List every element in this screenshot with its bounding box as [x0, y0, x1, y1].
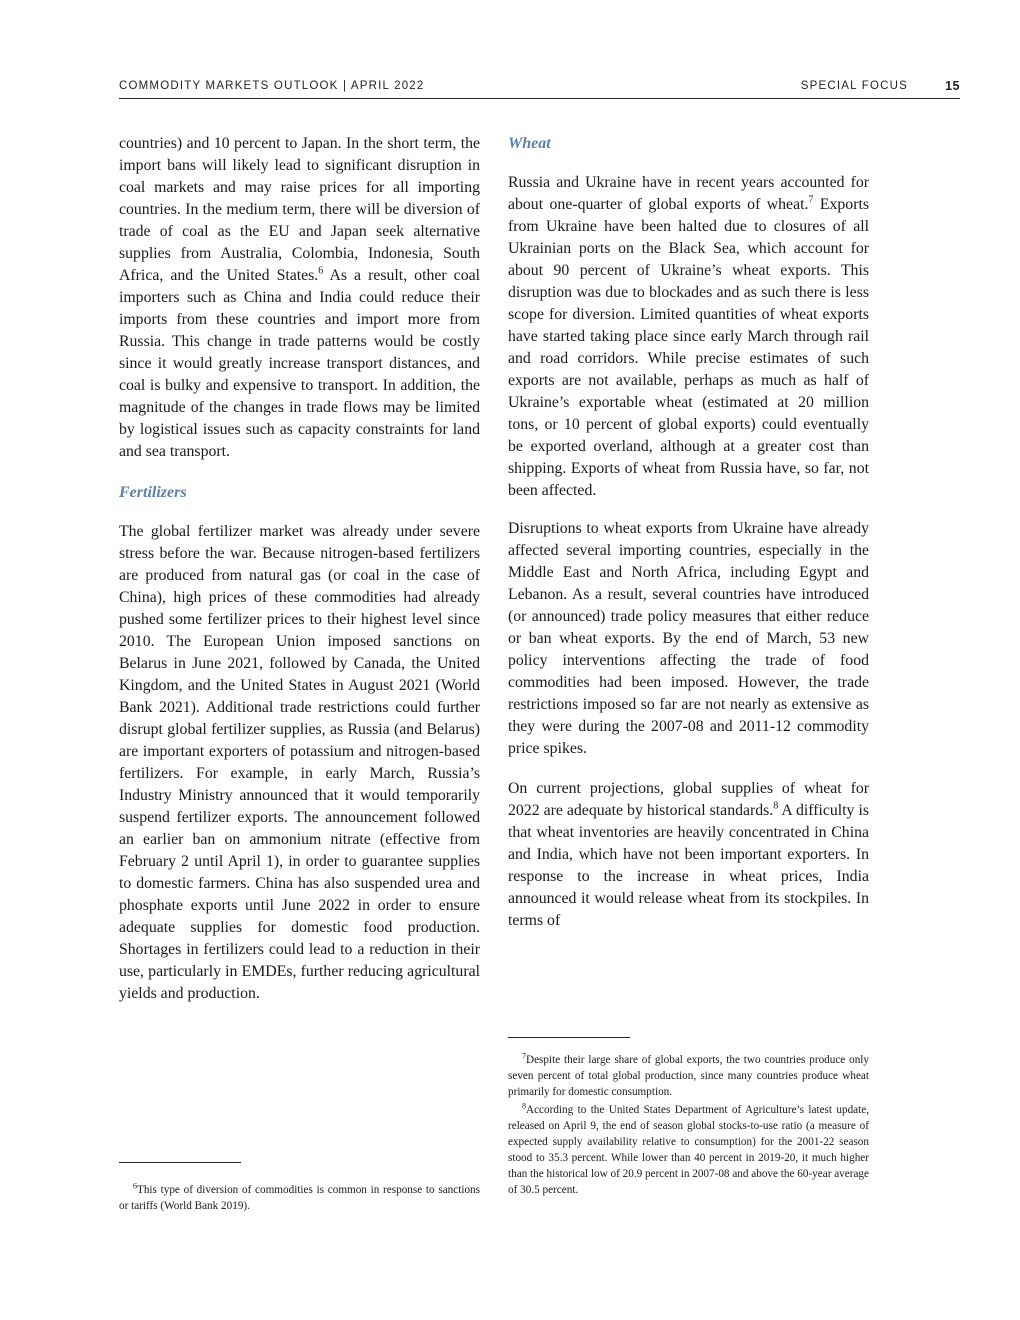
- right-column: [508, 133, 869, 932]
- fertilizers-paragraph: The global fertilizer market was already under severe stress before the war. Because nitrogen-based fertilizers are produced from natural gas (or coal in the case of China), high prices of these commodities had already pushed some fertilizer prices to their highest level since 2010. The European Union imposed sanctions on Belarus in June 2021, followed by Canada, the United Kingdom, and the United States in August 2021 (World Bank 2021). Additional trade restrictions could further disrupt global fertilizer supplies, as Russia (and Belarus) are important exporters of potassium and nitrogen-based fertilizers. For example, in early March, Russia’s Industry Ministry announced that it would temporarily suspend fertilizer exports. The announcement followed an earlier ban on ammonium nitrate (effective from February 2 until April 1), in order to guarantee supplies to domestic farmers. China has also suspended urea and phosphate exports until June 2022 in order to ensure adequate supplies for domestic food production. Shortages in fertilizers could lead to a reduction in their use, particularly in EMDEs, further reducing agricultural yields and production.: [119, 523, 480, 1002]
- footnote-7: $^7$Despite their large share of global exports, the two countries produce only seven percent of total global production, since many countries produce wheat primarily for domestic consumption.: [508, 1051, 869, 1098]
- footnote-divider-left: [119, 1162, 241, 1163]
- section-label: SPECIAL FOCUS: [800, 80, 908, 92]
- wheat-heading: Wheat: [508, 135, 551, 152]
- footnotes-left: [119, 1182, 480, 1214]
- coal-paragraph: countries) and 10 percent to Japan. In the short term, the import bans will likely lead to significant disruption in coal markets and may raise prices for all importing countries. In the medium term, there will be diversion of trade of coal as the EU and Japan seek alternative supplies from Australia, Colombia, Indonesia, South Africa, and the United States.$^6$ As a result, other coal importers such as China and India could reduce their imports from these countries and import more from Russia. This change in trade patterns would be costly since it would greatly increase transport distances, and coal is bulky and expensive to transport. In addition, the magnitude of the changes in trade flows may be limited by logistical issues such as capacity constraints for land and sea transport.: [119, 135, 480, 460]
- footnote-8: $^8$According to the United States Department of Agriculture’s latest update, released on April 9, the end of season global stocks-to-use ratio (a measure of expected supply availability relative to consumption) for the 2001-22 season stood to 35.3 percent. While lower than 40 percent in 2019-20, it much higher than the historical low of 20.9 percent in 2007-08 and above the 60-year average of 30.5 percent.: [508, 1101, 869, 1196]
- fertilizers-heading: Fertilizers: [119, 484, 187, 501]
- page-number: 15: [945, 79, 960, 93]
- footnote-ref-6[interactable]: 6: [318, 265, 324, 277]
- wheat-paragraph-1: Russia and Ukraine have in recent years accounted for about one-quarter of global exports of wheat.$^7$ Exports from Ukraine have been halted due to closures of all Ukrainian ports on the Black Sea, which account for about 90 percent of Ukraine’s wheat exports. This disruption was due to blockades and as such there is less scope for diversion. Limited quantities of wheat exports have started taking place since early March through rail and road corridors. While precise estimates of such exports are not available, perhaps as much as half of Ukraine’s exportable wheat (estimated at 20 million tons, or 10 percent of global exports) could eventually be exported overland, although at a greater cost than shipping. Exports of wheat from Russia have, so far, not been affected.: [508, 174, 869, 499]
- footnotes-right: [508, 1052, 869, 1198]
- page-header: [119, 78, 960, 99]
- left-column: [119, 133, 480, 1005]
- footnote-ref-8[interactable]: 8: [773, 800, 779, 812]
- footnote-6: $^6$This type of diversion of commodities is common in response to sanctions or tariffs (World Bank 2019).: [119, 1181, 480, 1212]
- wheat-paragraph-2: Disruptions to wheat exports from Ukraine have already affected several importing countries, especially in the Middle East and North Africa, including Egypt and Lebanon. As a result, several countries have introduced (or announced) trade policy measures that either reduce or ban wheat exports. By the end of March, 53 new policy interventions affecting the trade of food commodities had been imposed. However, the trade restrictions imposed so far are not nearly as extensive as they were during the 2007-08 and 2011-12 commodity price spikes.: [508, 520, 869, 757]
- footnote-ref-7[interactable]: 7: [808, 194, 814, 206]
- wheat-paragraph-3: On current projections, global supplies of wheat for 2022 are adequate by historical standards.$^8$ A difficulty is that wheat inventories are heavily concentrated in China and India, which have not been important exporters. In response to the increase in wheat prices, India announced it would release wheat from its stockpiles. In terms of: [508, 780, 869, 929]
- footnote-divider-right: [508, 1037, 630, 1038]
- publication-title: COMMODITY MARKETS OUTLOOK | APRIL 2022: [119, 80, 425, 92]
